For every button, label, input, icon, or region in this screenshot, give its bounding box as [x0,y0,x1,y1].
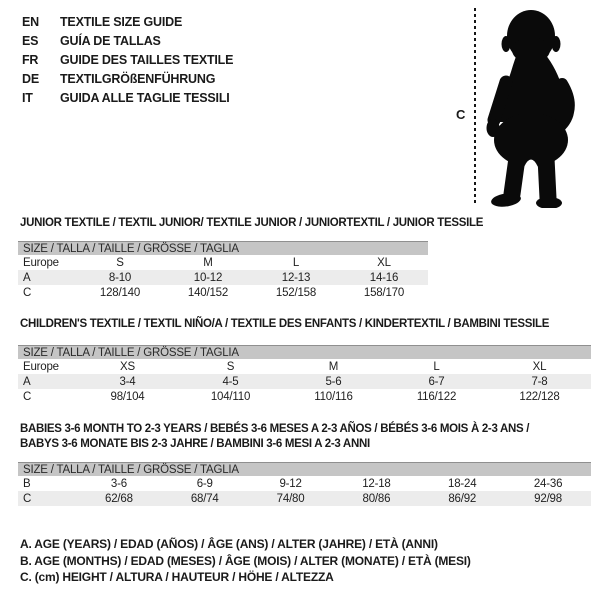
babies-table-title [20,422,595,451]
cell: 18-24 [448,477,477,490]
cell: 68/74 [162,491,248,506]
size-header-cell: SIZE / TALLA / TAILLE / GRÖSSE / TAGLIA [18,463,591,477]
table-header-row [18,242,428,256]
height-measure-dashed-line [474,8,476,206]
cell: 74/80 [248,491,334,506]
cell: 14-16 [340,270,428,285]
children-size-table [18,345,591,404]
row-label: C [23,286,32,299]
cell: 4-5 [179,374,282,389]
cell: 5-6 [282,374,385,389]
cell: M [203,256,213,269]
cell: 116/122 [416,390,457,403]
babies-size-table [18,462,591,506]
cell: 3-6 [110,477,127,490]
lang-code: ES [22,34,39,48]
language-title-block [22,13,233,108]
table-header-row [18,346,591,360]
lang-code: EN [22,15,39,29]
cell: 9-12 [279,477,302,490]
table-header-row [18,463,591,477]
cell: 12-13 [252,270,340,285]
lang-row-de [22,70,233,89]
lang-label: GUÍA DE TALLAS [60,34,161,48]
table-row-months [18,476,591,491]
cell: L [292,256,300,269]
lang-row-en [22,13,233,32]
cell: 7-8 [488,374,591,389]
cell: XL [532,360,547,373]
cell: 158/170 [363,286,405,299]
row-label: C [18,491,76,506]
row-label: B [23,477,31,490]
cell: 98/104 [110,390,145,403]
babies-title-line2: BABYS 3-6 MONATE BIS 2-3 JAHRE / BAMBINI 3-6 MESI A 2-3 ANNI [20,437,370,450]
row-label: A [18,374,76,389]
lang-code: IT [22,91,33,105]
cell: 6-7 [385,374,488,389]
row-label: Europe [23,256,59,269]
lang-label: TEXTILGRÖßENFÜHRUNG [60,72,216,86]
size-header-cell: SIZE / TALLA / TAILLE / GRÖSSE / TAGLIA [18,242,428,256]
cell: 24-36 [533,477,563,490]
cell: S [226,360,235,373]
table-row-age [18,270,428,285]
lang-row-fr [22,51,233,70]
cell: 6-9 [196,477,213,490]
legend-line-a: A. AGE (YEARS) / EDAD (AÑOS) / ÂGE (ANS) / ALTER (JAHRE) / ETÀ (ANNI) [20,537,438,551]
row-label: C [23,390,32,403]
lang-label: GUIDE DES TAILLES TEXTILE [60,53,234,67]
row-label: A [18,270,76,285]
cell: 8-10 [76,270,164,285]
lang-label: GUIDA ALLE TAGLIE TESSILI [60,91,230,105]
cell: 86/92 [419,491,505,506]
size-header-cell: SIZE / TALLA / TAILLE / GRÖSSE / TAGLIA [18,346,591,360]
legend-block [20,536,471,586]
lang-code: FR [22,53,39,67]
cell: 140/152 [187,286,229,299]
table-row-europe [18,359,591,374]
cell: M [328,360,339,373]
junior-size-table [18,241,428,300]
lang-row-it [22,89,233,108]
cell: 128/140 [99,286,141,299]
babies-title-line1: BABIES 3-6 MONTH TO 2-3 YEARS / BEBÉS 3-6 MESES A 2-3 AÑOS / BÉBÉS 3-6 MOIS À 2-3 ANS / [20,423,530,435]
cell: 122/128 [519,390,560,403]
cell: XS [120,360,135,373]
cell: L [433,360,440,373]
cell: 3-4 [76,374,179,389]
cell: 152/158 [275,286,317,299]
toddler-silhouette-icon [479,6,589,208]
lang-code: DE [22,72,39,86]
children-table-title: CHILDREN'S TEXTILE / TEXTIL NIÑO/A / TEXTILE DES ENFANTS / KINDERTEXTIL / BAMBINI TESSILE [20,318,550,330]
table-row-age [18,374,591,389]
cell: 80/86 [333,491,419,506]
junior-table-title: JUNIOR TEXTILE / TEXTIL JUNIOR/ TEXTILE JUNIOR / JUNIORTEXTIL / JUNIOR TESSILE [20,217,484,229]
cell: XL [377,256,391,269]
cell: 10-12 [164,270,252,285]
table-row-height [18,285,428,300]
cell: 62/68 [76,491,162,506]
cell: S [116,256,124,269]
row-label: Europe [23,360,59,373]
cell: 110/116 [314,390,353,403]
lang-row-es [22,32,233,51]
table-row-height [18,389,591,404]
height-measure-label: C [456,107,466,122]
legend-line-c: C. (cm) HEIGHT / ALTURA / HAUTEUR / HÖHE / ALTEZZA [20,570,334,584]
cell: 104/110 [210,390,251,403]
table-row-europe [18,255,428,270]
legend-line-b: B. AGE (MONTHS) / EDAD (MESES) / ÂGE (MOIS) / ALTER (MONATE) / ETÀ (MESI) [20,553,471,568]
lang-label: TEXTILE SIZE GUIDE [60,15,183,29]
table-row-height [18,491,591,506]
cell: 92/98 [505,491,591,506]
cell: 12-18 [362,477,391,490]
